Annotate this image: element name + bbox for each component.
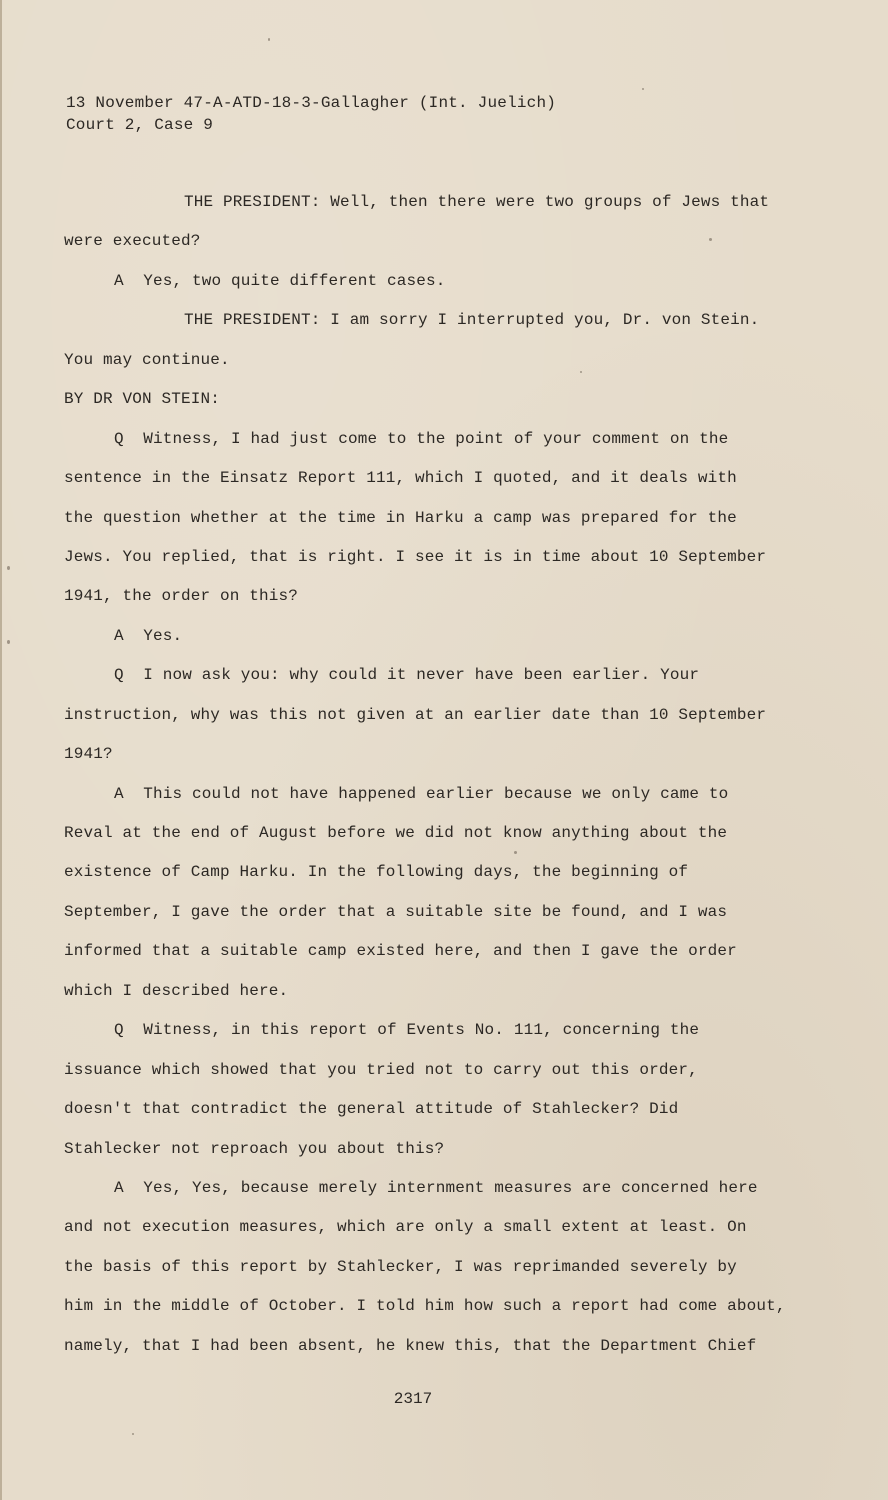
transcript-line: issuance which showed that you tried not to carry out this order, <box>64 1060 698 1079</box>
header-line-2: Court 2, Case 9 <box>66 116 214 134</box>
paper-speck <box>642 88 644 90</box>
transcript-line: the question whether at the time in Harku a camp was prepared for the <box>64 508 737 527</box>
transcript-line: Stahlecker not reproach you about this? <box>64 1139 445 1158</box>
transcript-line: You may continue. <box>64 350 230 369</box>
paper-speck <box>580 371 582 373</box>
transcript-line: September, I gave the order that a suitable site be found, and I was <box>64 902 728 921</box>
paper-speck <box>7 566 10 570</box>
transcript-line: and not execution measures, which are only a small extent at least. On <box>64 1218 747 1237</box>
document-header <box>66 92 556 136</box>
transcript-line: A Yes, Yes, because merely internment measures are concerned here <box>114 1178 758 1197</box>
transcript-line: Q Witness, in this report of Events No. 111, concerning the <box>114 1021 700 1040</box>
transcript-line: sentence in the Einsatz Report 111, which I quoted, and it deals with <box>64 469 737 488</box>
transcript-line: Q I now ask you: why could it never have been earlier. Your <box>114 666 700 685</box>
transcript-line: doesn't that contradict the general attitude of Stahlecker? Did <box>64 1100 679 1119</box>
transcript-line: Q Witness, I had just come to the point of your comment on the <box>114 429 729 448</box>
transcript-line: A This could not have happened earlier because we only came to <box>114 784 729 803</box>
paper-speck <box>132 1433 134 1435</box>
transcript-line: Jews. You replied, that is right. I see it is in time about 10 September <box>64 547 767 566</box>
transcript-line: 1941, the order on this? <box>64 587 299 606</box>
transcript-line: THE PRESIDENT: I am sorry I interrupted you, Dr. von Stein. <box>184 311 760 330</box>
transcript-line: which I described here. <box>64 981 289 1000</box>
paper-speck <box>514 851 517 854</box>
transcript-line: Reval at the end of August before we did not know anything about the <box>64 824 728 842</box>
header-line-1: 13 November 47-A-ATD-18-3-Gallagher (Int. Juelich) <box>66 94 557 112</box>
paper-speck <box>268 38 270 41</box>
transcript-line: the basis of this report by Stahlecker, I was reprimanded severely by <box>64 1257 737 1276</box>
page-number: 2317 <box>393 1390 433 1408</box>
transcript-line: him in the middle of October. I told him how such a report had come about, <box>64 1297 786 1316</box>
transcript-line: existence of Camp Harku. In the following days, the beginning of <box>64 863 689 882</box>
transcript-line: instruction, why was this not given at an earlier date than 10 September <box>64 705 767 724</box>
transcript-body <box>64 183 794 1366</box>
transcript-line: namely, that I had been absent, he knew this, that the Department Chief <box>64 1336 757 1355</box>
transcript-line: A Yes. <box>114 626 183 645</box>
transcript-line: informed that a suitable camp existed here, and then I gave the order <box>64 942 737 961</box>
transcript-line: BY DR VON STEIN: <box>64 390 221 409</box>
paper-speck <box>7 640 10 644</box>
transcript-line: A Yes, two quite different cases. <box>114 271 446 290</box>
transcript-line: 1941? <box>64 745 113 764</box>
transcript-line: THE PRESIDENT: Well, then there were two groups of Jews that <box>184 193 770 211</box>
transcript-line: were executed? <box>64 232 201 251</box>
paper-speck <box>709 238 712 241</box>
